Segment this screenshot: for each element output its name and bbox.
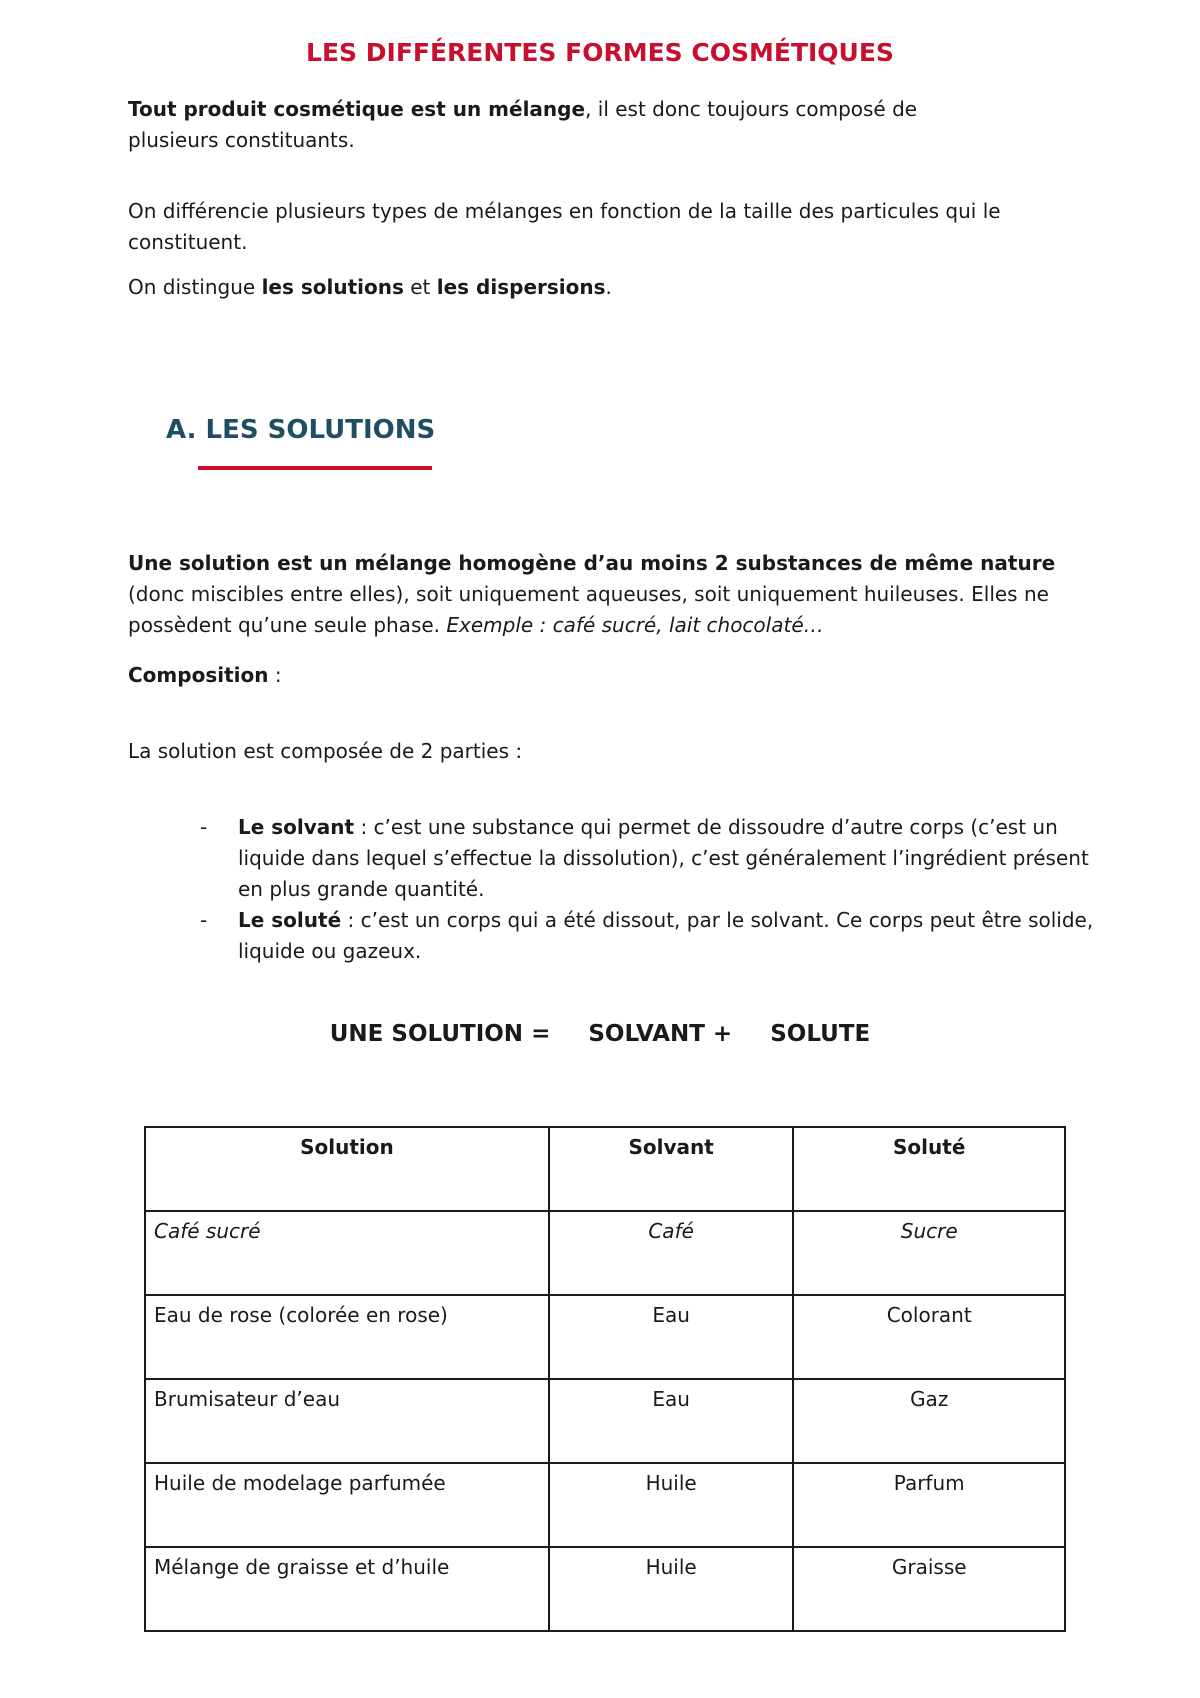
table-cell-solute: Colorant bbox=[793, 1295, 1065, 1379]
table-row bbox=[145, 1547, 1065, 1631]
table-cell-solution: Huile de modelage parfumée bbox=[145, 1463, 549, 1547]
bullet-dash: - bbox=[200, 908, 208, 932]
table-cell-solute: Sucre bbox=[793, 1211, 1065, 1295]
definition-rest: (donc miscibles entre elles), soit uniquement aqueuses, soit uniquement huileuses. Elles ne possèdent qu’une seule phase. bbox=[128, 582, 1049, 637]
table-row bbox=[145, 1379, 1065, 1463]
intro-p1-rest: , il est donc toujours composé de bbox=[585, 97, 918, 121]
solution-formula bbox=[0, 1018, 1200, 1050]
section-heading-underline bbox=[198, 466, 432, 470]
table-cell-solution: Eau de rose (colorée en rose) bbox=[145, 1295, 549, 1379]
bullet-term-solute: Le soluté bbox=[238, 908, 342, 932]
formula-part-solute: SOLUTE bbox=[770, 1021, 871, 1047]
intro-bold-phrase: Tout produit cosmétique est un mélange bbox=[128, 97, 586, 121]
formula-part-solution: UNE SOLUTION = bbox=[329, 1021, 551, 1047]
bullet-solvant bbox=[200, 812, 1110, 905]
definition-bold: Une solution est un mélange homogène d’au moins 2 substances de même nature bbox=[128, 551, 1056, 575]
table-cell-solvant: Eau bbox=[549, 1379, 794, 1463]
table-cell-solution: Café sucré bbox=[145, 1211, 549, 1295]
intro-paragraph-2: On différencie plusieurs types de mélanges en fonction de la taille des particules qui le constituent. bbox=[128, 199, 1001, 254]
table-header-solvant: Solvant bbox=[549, 1127, 794, 1211]
composition-label: Composition bbox=[128, 663, 269, 687]
section-heading-solutions: A. LES SOLUTIONS bbox=[166, 415, 436, 445]
composition-colon: : bbox=[268, 663, 282, 687]
composition-bullet-list bbox=[200, 812, 1110, 967]
intro-paragraph-3 bbox=[128, 272, 1118, 303]
bullet-text-solute: : c’est un corps qui a été dissout, par le solvant. Ce corps peut être solide, liquide ou gazeux. bbox=[238, 908, 1094, 963]
solutions-table bbox=[144, 1126, 1066, 1632]
document-title: LES DIFFÉRENTES FORMES COSMÉTIQUES bbox=[306, 38, 894, 67]
table-row bbox=[145, 1295, 1065, 1379]
bullet-solute bbox=[200, 905, 1110, 967]
table-header-row bbox=[145, 1127, 1065, 1211]
table-header-solute: Soluté bbox=[793, 1127, 1065, 1211]
composition-intro: La solution est composée de 2 parties : bbox=[128, 739, 523, 763]
table-cell-solute: Gaz bbox=[793, 1379, 1065, 1463]
table-cell-solvant: Huile bbox=[549, 1547, 794, 1631]
intro-p3-text-c: et bbox=[403, 275, 437, 299]
table-cell-solution: Brumisateur d’eau bbox=[145, 1379, 549, 1463]
term-dispersions: les dispersions bbox=[436, 275, 606, 299]
intro-paragraph-1 bbox=[128, 94, 1118, 156]
intro-p3-text-a: On distingue bbox=[128, 275, 262, 299]
term-solutions: les solutions bbox=[261, 275, 404, 299]
intro-p3-text-e: . bbox=[605, 275, 612, 299]
definition-example: Exemple : café sucré, lait chocolaté… bbox=[446, 613, 824, 637]
table-cell-solution: Mélange de graisse et d’huile bbox=[145, 1547, 549, 1631]
table-cell-solvant: Huile bbox=[549, 1463, 794, 1547]
intro-p1-line2: plusieurs constituants. bbox=[128, 128, 355, 152]
table-row bbox=[145, 1211, 1065, 1295]
table-cell-solute: Graisse bbox=[793, 1547, 1065, 1631]
bullet-dash: - bbox=[200, 815, 208, 839]
solution-definition bbox=[128, 548, 1100, 641]
bullet-text-solvant: : c’est une substance qui permet de dissoudre d’autre corps (c’est un liquide dans lequel s’effectue la dissolution), c’est généralement l’ingrédient présent en plus grande quantité. bbox=[238, 815, 1089, 901]
table-cell-solvant: Café bbox=[549, 1211, 794, 1295]
table-cell-solute: Parfum bbox=[793, 1463, 1065, 1547]
formula-part-solvant: SOLVANT + bbox=[588, 1021, 733, 1047]
table-cell-solvant: Eau bbox=[549, 1295, 794, 1379]
table-header-solution: Solution bbox=[145, 1127, 549, 1211]
table-row bbox=[145, 1463, 1065, 1547]
bullet-term-solvant: Le solvant bbox=[238, 815, 355, 839]
composition-label-line bbox=[128, 660, 1118, 691]
